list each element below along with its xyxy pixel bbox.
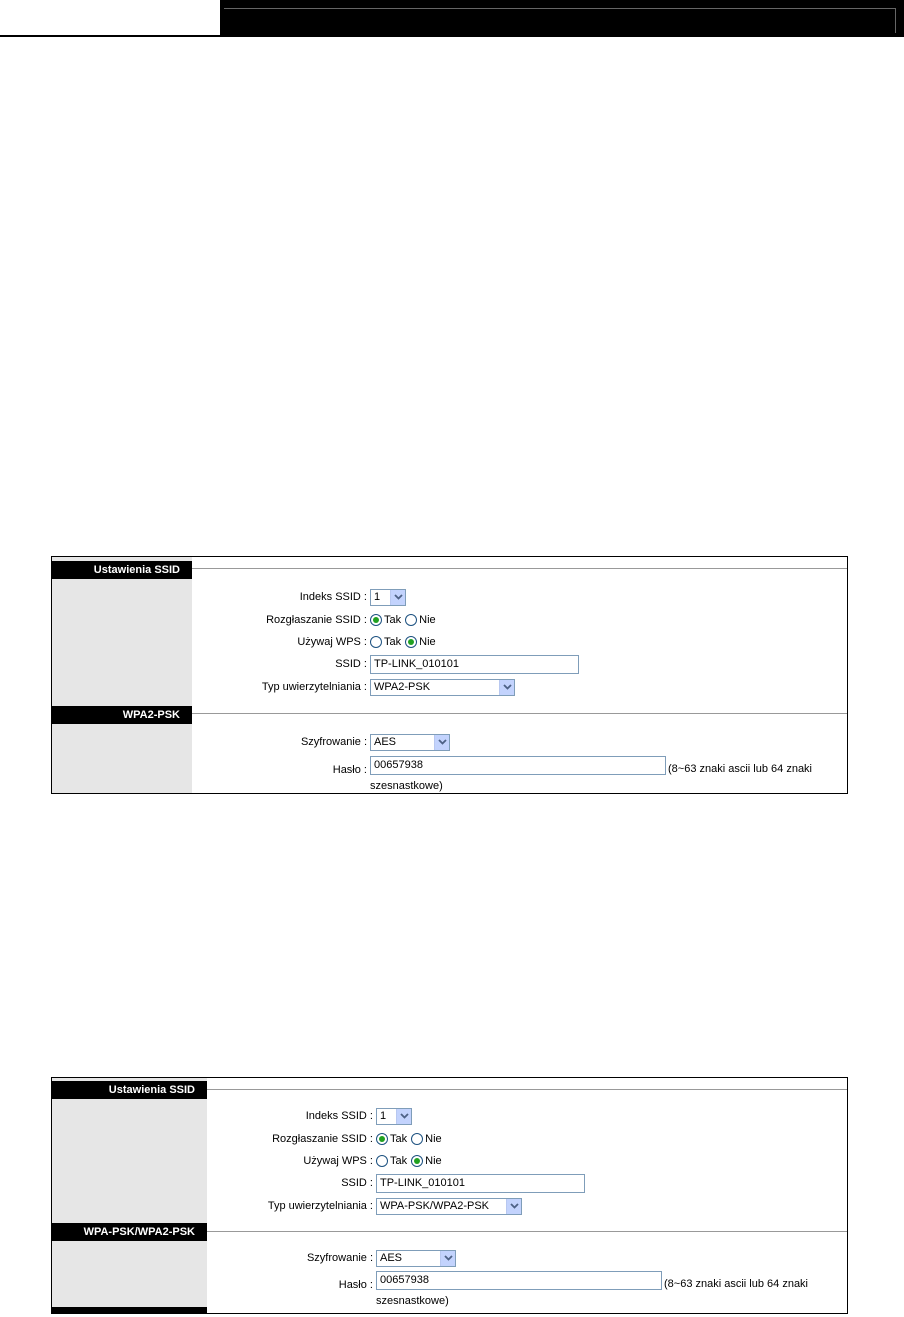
wps-yes-label[interactable]: Tak [390,1155,408,1167]
broadcast-no-label[interactable]: Nie [425,1133,442,1145]
ssid-label: SSID : [335,658,367,670]
ssid-input[interactable]: TP-LINK_010101 [376,1174,585,1193]
encryption-label: Szyfrowanie : [300,736,367,748]
panel-footer-bar [52,1307,207,1313]
broadcast-yes-radio[interactable] [376,1133,388,1145]
ssid-index-label: Indeks SSID : [305,1110,373,1122]
section-divider [192,713,847,715]
wireless-settings-panel-wpa-wpa2 [51,1077,848,1314]
page-header [0,0,904,38]
row-ssid-index [52,587,847,607]
password-input[interactable]: 00657938 [370,756,666,775]
broadcast-yes-radio[interactable] [370,614,382,626]
wps-no-label[interactable]: Nie [419,636,436,648]
row-wps [52,1151,847,1171]
header-inner-frame [224,8,896,33]
auth-type-label: Typ uwierzytelniania : [267,1200,373,1212]
wps-no-label[interactable]: Nie [425,1155,442,1167]
password-hint-continuation: szesnastkowe) [370,780,443,792]
broadcast-yes-label[interactable]: Tak [384,614,402,626]
row-wps [52,632,847,652]
row-ssid [52,654,847,674]
row-encryption [52,732,847,752]
password-hint-continuation: szesnastkowe) [376,1295,449,1307]
auth-type-select[interactable] [370,679,515,696]
broadcast-no-radio[interactable] [411,1133,423,1145]
ssid-label: SSID : [341,1177,373,1189]
wps-yes-label[interactable]: Tak [384,636,402,648]
broadcast-label: Rozgłaszanie SSID : [266,614,367,626]
row-auth-type [52,1196,847,1216]
chevron-down-icon [390,590,405,605]
section-header-ssid: Ustawienia SSID [52,1081,207,1099]
chevron-down-icon [499,680,514,695]
ssid-index-value: 1 [374,591,381,603]
row-broadcast [52,1129,847,1149]
section-divider [207,1231,847,1233]
broadcast-no-label[interactable]: Nie [419,614,436,626]
section-header-security: WPA-PSK/WPA2-PSK [52,1223,207,1241]
row-password [52,1271,847,1291]
password-hint: (8~63 znaki ascii lub 64 znaki [664,1278,808,1290]
auth-type-value: WPA2-PSK [374,681,431,693]
wps-yes-radio[interactable] [370,636,382,648]
section-divider [207,1089,847,1091]
broadcast-label: Rozgłaszanie SSID : [272,1133,373,1145]
ssid-index-select[interactable] [376,1108,412,1125]
row-password [52,756,847,776]
wireless-settings-panel-wpa2 [51,556,848,794]
encryption-value: AES [374,736,397,748]
chevron-down-icon [440,1251,455,1266]
wps-label: Używaj WPS : [303,1155,373,1167]
row-ssid [52,1173,847,1193]
encryption-label: Szyfrowanie : [306,1252,373,1264]
wps-label: Używaj WPS : [297,636,367,648]
ssid-index-select[interactable] [370,589,406,606]
chevron-down-icon [396,1109,411,1124]
chevron-down-icon [506,1199,521,1214]
row-encryption [52,1248,847,1268]
row-ssid-index [52,1106,847,1126]
password-input[interactable]: 00657938 [376,1271,662,1290]
password-label: Hasło : [332,764,367,776]
row-auth-type [52,677,847,697]
encryption-value: AES [380,1252,403,1264]
auth-type-select[interactable] [376,1198,522,1215]
wps-no-radio[interactable] [411,1155,423,1167]
header-rule [0,35,220,37]
ssid-input[interactable]: TP-LINK_010101 [370,655,579,674]
broadcast-no-radio[interactable] [405,614,417,626]
section-header-security: WPA2-PSK [52,706,192,724]
auth-type-value: WPA-PSK/WPA2-PSK [380,1200,490,1212]
encryption-select[interactable] [370,734,450,751]
section-divider [192,568,847,570]
password-hint: (8~63 znaki ascii lub 64 znaki [668,763,812,775]
ssid-index-value: 1 [380,1110,387,1122]
auth-type-label: Typ uwierzytelniania : [261,681,367,693]
broadcast-yes-label[interactable]: Tak [390,1133,408,1145]
chevron-down-icon [434,735,449,750]
row-broadcast [52,610,847,630]
encryption-select[interactable] [376,1250,456,1267]
wps-yes-radio[interactable] [376,1155,388,1167]
wps-no-radio[interactable] [405,636,417,648]
section-header-ssid: Ustawienia SSID [52,561,192,579]
ssid-index-label: Indeks SSID : [299,591,367,603]
password-label: Hasło : [338,1279,373,1291]
